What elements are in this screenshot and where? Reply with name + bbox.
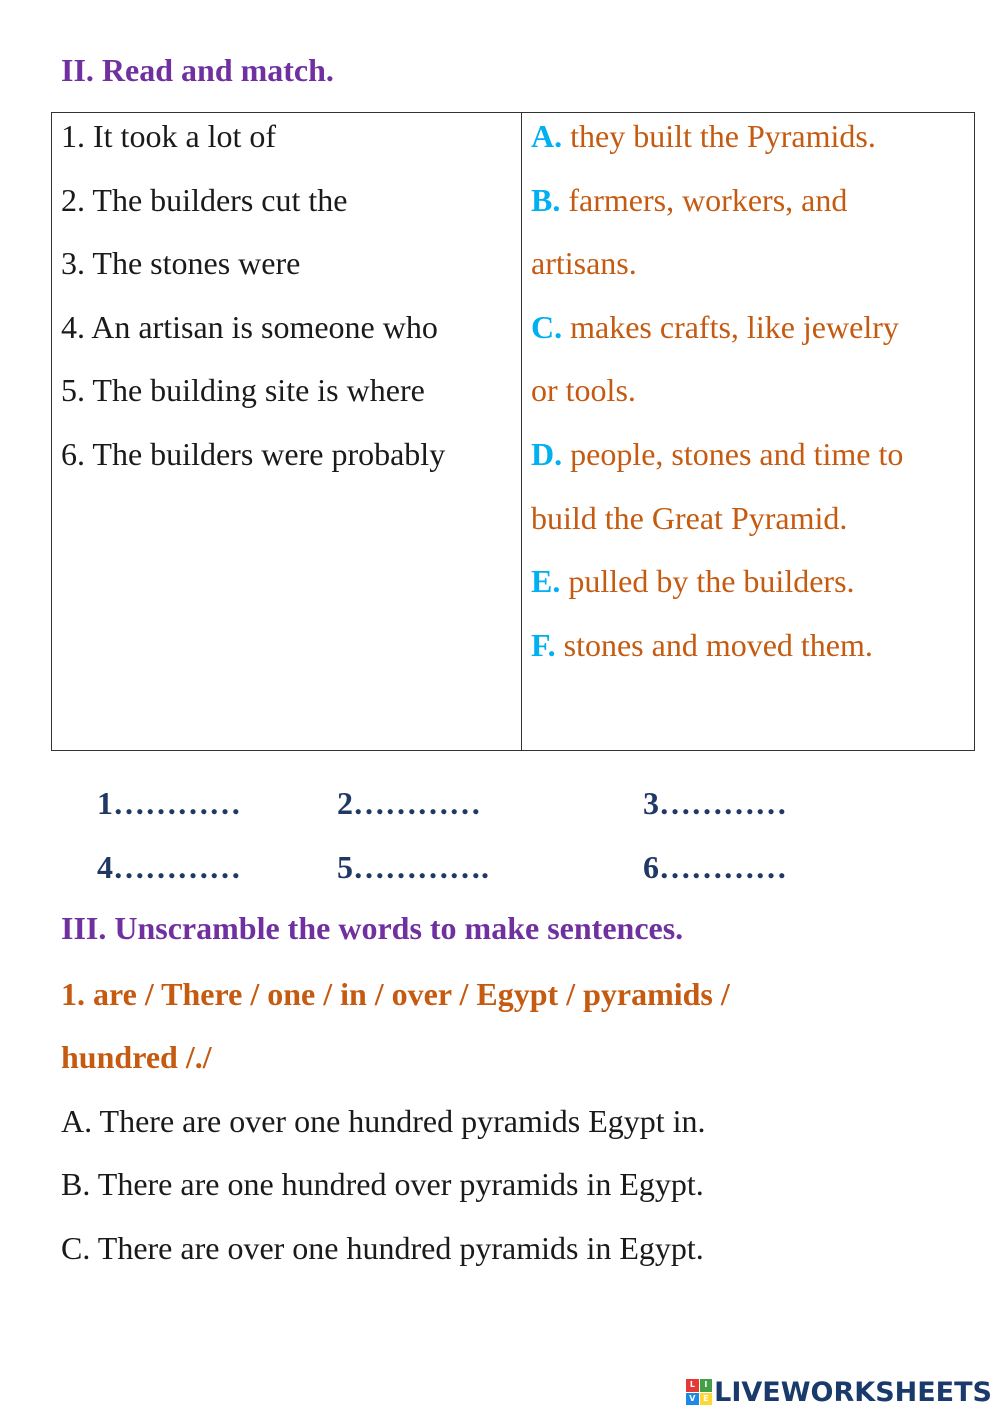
option-e-letter: E. — [531, 563, 561, 599]
answer-blank-3[interactable]: 3………… — [643, 785, 787, 821]
answer-blank-2[interactable]: 2………… — [337, 785, 481, 821]
liveworksheets-logo-icon — [686, 1379, 712, 1405]
option-a — [531, 116, 876, 156]
logo-icon-tile: E — [700, 1393, 713, 1406]
option-d — [531, 434, 903, 474]
option-d-continued: build the Great Pyramid. — [531, 500, 848, 536]
option-c-letter: C. — [531, 309, 563, 345]
option-b-continued: artisans. — [531, 245, 637, 281]
option-b-letter: B. — [531, 182, 561, 218]
question-1-line-2: hundred /./ — [61, 1039, 212, 1075]
option-a-text: they built the Pyramids. — [570, 118, 876, 154]
answer-blank-6[interactable]: 6………… — [643, 849, 787, 885]
option-f-letter: F. — [531, 627, 556, 663]
option-e — [531, 561, 855, 601]
option-a-letter: A. — [531, 118, 563, 154]
option-c — [531, 307, 899, 347]
answer-blank-5[interactable]: 5…………. — [337, 849, 489, 885]
option-b — [531, 180, 847, 220]
answer-blank-1[interactable]: 1………… — [97, 785, 241, 821]
answer-blank-4[interactable]: 4………… — [97, 849, 241, 885]
option-b-text: farmers, workers, and — [568, 182, 848, 218]
left-item-6: 6. The builders were probably — [61, 436, 446, 472]
left-item-5: 5. The building site is where — [61, 372, 425, 408]
left-item-2: 2. The builders cut the — [61, 182, 348, 218]
section-3-heading: III. Unscramble the words to make sentences. — [61, 910, 684, 946]
matching-table — [51, 112, 975, 751]
option-f — [531, 625, 873, 665]
choice-a[interactable]: A. There are over one hundred pyramids Egypt in. — [61, 1103, 706, 1139]
column-divider — [521, 113, 522, 750]
option-f-text: stones and moved them. — [563, 627, 873, 663]
choice-c[interactable]: C. There are over one hundred pyramids in Egypt. — [61, 1230, 704, 1266]
option-c-continued: or tools. — [531, 372, 636, 408]
liveworksheets-logo — [686, 1374, 992, 1410]
left-item-4: 4. An artisan is someone who — [61, 309, 438, 345]
section-2-heading: II. Read and match. — [61, 52, 334, 88]
left-item-3: 3. The stones were — [61, 245, 301, 281]
choice-b[interactable]: B. There are one hundred over pyramids in Egypt. — [61, 1166, 704, 1202]
option-d-text: people, stones and time to — [570, 436, 904, 472]
logo-icon-tile: V — [686, 1393, 699, 1406]
logo-text: LIVEWORKSHEETS — [714, 1376, 992, 1408]
option-d-letter: D. — [531, 436, 563, 472]
logo-icon-tile: I — [700, 1379, 713, 1392]
logo-icon-tile: L — [686, 1379, 699, 1392]
option-c-text: makes crafts, like jewelry — [570, 309, 899, 345]
question-1-line-1: 1. are / There / one / in / over / Egypt / pyramids / — [61, 976, 730, 1012]
left-item-1: 1. It took a lot of — [61, 118, 277, 154]
option-e-text: pulled by the builders. — [568, 563, 855, 599]
